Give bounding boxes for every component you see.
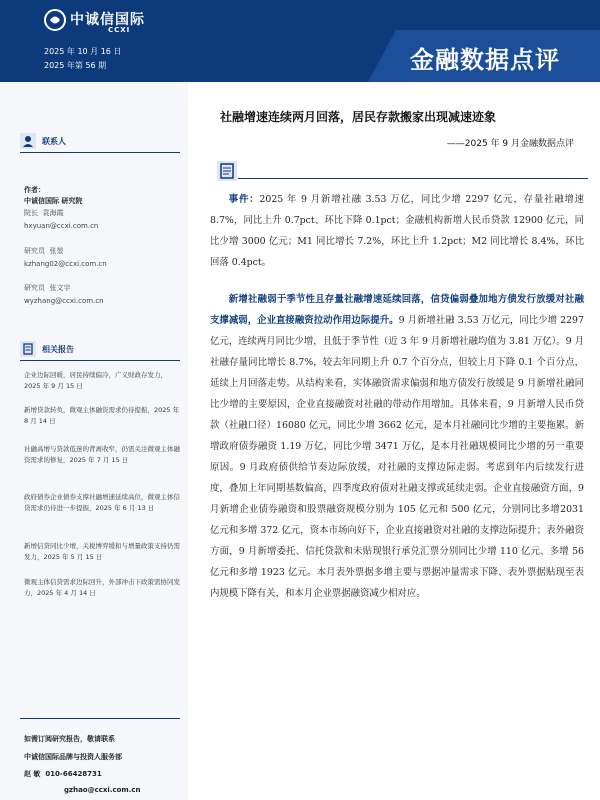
author-org: 中诚信国际 研究院	[24, 197, 83, 205]
contact-title: 联系人	[42, 136, 66, 146]
subscribe-note: 如需订阅研究报告，敬请联系	[24, 735, 115, 743]
report-title: 社融增速连续两月回落，居民存款搬家出现减速迹象	[220, 110, 497, 124]
author-email[interactable]: kzhang02@ccxi.com.cn	[24, 260, 107, 268]
contact-phone[interactable]: 010-66428731	[45, 770, 102, 778]
analysis-paragraph	[210, 289, 584, 604]
document-stack-icon	[20, 341, 36, 357]
event-label: 事件：	[228, 194, 260, 205]
related-report-link[interactable]: 微观主体信贷需求边际回升，外部冲击下政策需协同发力，2025 年 4 月 14 日	[24, 578, 180, 597]
author-role: 研究员	[24, 247, 45, 255]
report-date: 2025 年 10 月 16 日	[44, 47, 122, 56]
analysis-text: 9 月新增社融 3.53 万亿元，同比少增 2297 亿元，连续两月同比少增，且低于季节性（近 3 年 9 月新增社融均值为 3.81 万亿）。9 月社融存量同比增长 8.7%，较去年同期上升 0.7 个百分点，但较上月下降 0.1 个百分点，延续上月回落走势。从结构来看，实体融资需求偏弱和地方债发行放缓是 9 月新增社融同比少增的主要原因，企业直接融资对社融的带动作用增加。具体来看，9 月新增人民币贷款（社融口径）16080 亿元，同比少增 3662 亿元，是本月社融同比少增的主要拖累。新增政府债券融资 1.19 万亿，同比少增 3471 万亿，是本月社融规模同比少增的另一重要原因。9 月政府债供给节奏边际放缓，对社融的支撑边际走弱。考虑到年内后续发行进度，叠加上年同期基数偏高，四季度政府债对社融支撑或延续走弱。企业直接融资方面，9 月新增企业债券融资和股票融资规模分别为 105 亿元和 500 亿元，分别同比多增2031 亿元和多增 372 亿元，资本市场向好下，企业直接融资对社融的支撑边际提升；表外融资方面，9 月新增委托、信托贷款和未贴现银行承兑汇票分别同比少增 110 亿元、多增 56 亿元和多增 1923 亿元。本月表外票据多增主要与票据冲量需求下降、表外票据贴现至表内规模下降有关，和本月企业票据融资减少相对应。	[210, 315, 584, 599]
main-content	[200, 82, 588, 800]
document-icon	[216, 160, 238, 182]
report-issue: 2025 年第 56 期	[44, 61, 107, 70]
related-reports-header	[20, 341, 74, 357]
author-email[interactable]: hxyuan@ccxi.com.cn	[24, 222, 99, 230]
related-reports-divider	[20, 360, 180, 361]
related-report-link[interactable]: 新增贷款转负，微观主体融资需求仍待提振，2025 年 8 月 14 日	[24, 406, 180, 425]
author-name: 袁海霞	[42, 209, 64, 217]
author-2	[24, 246, 63, 256]
related-report-link[interactable]: 政府债券企业债券支撑社融增速延续高位，微观主体信贷需求仍待进一步提振，2025 年 6 月 13 日	[24, 493, 180, 512]
contact-person-icon	[20, 133, 36, 149]
service-dept: 中诚信国际品牌与投资人服务部	[24, 753, 122, 761]
related-report-link[interactable]: 新增信贷同比少增，关税博弈缓和与增量政策支持仍需发力，2025 年 5 月 15 日	[24, 542, 180, 561]
contact-divider	[20, 152, 180, 153]
report-subtitle: ——2025 年 9 月金融数据点评	[446, 139, 574, 149]
related-report-link[interactable]: 企业边际回暖，居民持续偏冷，广义财政存发力，2025 年 9 月 15 日	[24, 371, 167, 390]
related-report-link[interactable]: 社融高增与贷款低迷的背离收窄，仍需关注微观主体融资需求的修复，2025 年 7 月 15 日	[24, 445, 180, 464]
contact-email[interactable]: gzhao@ccxi.com.cn	[64, 786, 141, 794]
title-divider	[238, 178, 588, 179]
author-label: 作者：	[24, 186, 45, 194]
analysis-highlight: 新增社融弱于季节性且存量社融增速延续回落，信贷偏弱叠加地方债发行放缓对社融支撑减弱，企业直接融资拉动作用边际提升。	[210, 294, 584, 326]
author-1	[24, 208, 63, 218]
contact-phone-line	[24, 769, 102, 779]
logo-chinese-name: 中诚信国际	[70, 12, 145, 28]
ccxi-logo-icon	[44, 9, 66, 31]
author-3	[24, 283, 70, 293]
author-name: 张堃	[49, 247, 64, 255]
event-text: 2025 年 9 月新增社融 3.53 万亿，同比少增 2297 亿元，存量社融增速 8.7%，同比上升 0.7pct、环比下降 0.1pct；金融机构新增人民币贷款 12900 亿元，同比少增 3000 亿元；M1 同比增长 7.2%，环比上升 1.2pct；M2 同比增长 8.4%，环比回落 0.4pct。	[210, 194, 584, 268]
author-email[interactable]: wyzhang@ccxi.com.cn	[24, 297, 104, 305]
banner-title: 金融数据点评	[410, 46, 560, 74]
contact-section-header	[20, 133, 66, 149]
ccxi-logo	[44, 7, 145, 37]
contact-name: 赵 敏	[24, 770, 41, 778]
related-reports-title: 相关报告	[42, 344, 74, 354]
footer-divider	[20, 718, 180, 719]
report-header	[0, 0, 600, 82]
author-role: 院长	[24, 209, 38, 217]
author-name: 张文宇	[49, 284, 71, 292]
author-role: 研究员	[24, 284, 45, 292]
event-paragraph	[210, 189, 584, 273]
logo-english-name: CCXI	[108, 26, 131, 34]
